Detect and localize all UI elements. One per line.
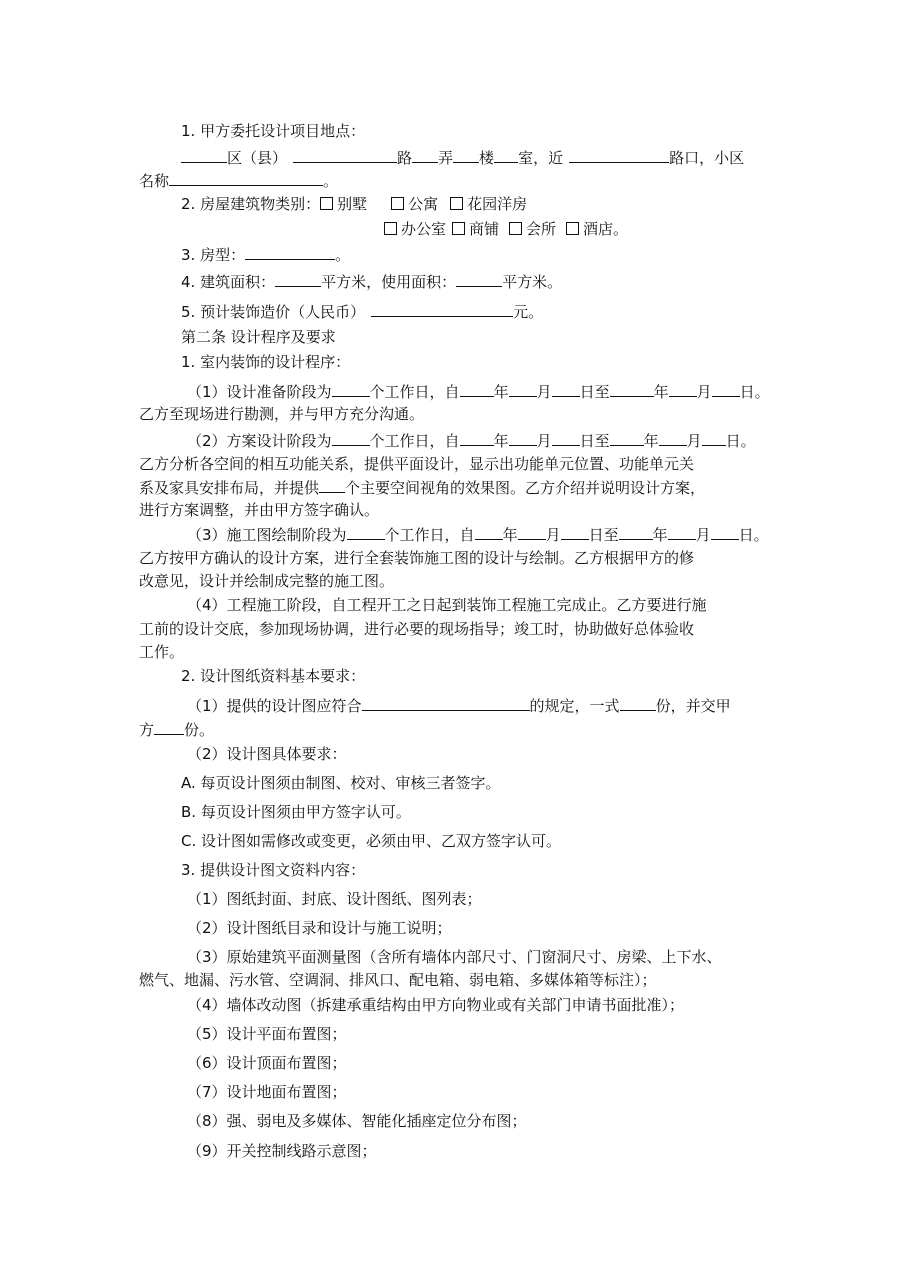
garden-house-label: 花园洋房 <box>467 195 528 213</box>
item2-line2 <box>384 218 628 240</box>
building-area-blank[interactable] <box>275 270 321 287</box>
road-blank[interactable] <box>293 146 397 163</box>
start-year-blank[interactable] <box>460 380 494 397</box>
shop-label: 商铺 <box>469 220 500 238</box>
house-type-label: 3. 房型： <box>181 246 246 264</box>
p1-3-line3: 改意见，设计并绘制成完整的施工图。 <box>139 572 395 590</box>
apartment-label: 公寓 <box>408 195 439 213</box>
house-type-blank[interactable] <box>245 243 335 260</box>
year-label: 年 <box>653 383 669 401</box>
text: 个主要空间视角的效果图。乙方介绍并说明设计方案， <box>345 479 706 497</box>
p3-title: 3. 提供设计图文资料内容： <box>181 861 366 879</box>
start-year-blank[interactable] <box>475 523 503 540</box>
start-month-blank[interactable] <box>509 429 537 446</box>
start-day-blank[interactable] <box>552 380 580 397</box>
end-month-blank[interactable] <box>669 380 697 397</box>
days-blank[interactable] <box>332 380 370 397</box>
start-day-blank[interactable] <box>561 523 589 540</box>
item2-title: 2. 房屋建筑物类别： <box>181 195 321 213</box>
end-day-blank[interactable] <box>702 429 726 446</box>
start-year-blank[interactable] <box>460 429 494 446</box>
room-near-label: 室，近 <box>518 149 564 167</box>
text: 的规定，一式 <box>529 697 620 715</box>
item5-line <box>181 300 543 323</box>
month-label: 月 <box>686 432 702 450</box>
p3-item-3a: （3）原始建筑平面测量图（含所有墙体内部尺寸、门窗洞尺寸、房梁、上下水、 <box>187 948 722 966</box>
checkbox-shop[interactable] <box>452 222 465 235</box>
day-label: 日。 <box>725 432 756 450</box>
item1-address-line <box>181 146 744 169</box>
yuan-label: 元。 <box>513 303 544 321</box>
checkbox-hotel[interactable] <box>566 222 579 235</box>
p2-1-line2 <box>139 718 214 741</box>
text: 份。 <box>184 721 215 739</box>
crossing-blank[interactable] <box>569 146 669 163</box>
start-month-blank[interactable] <box>509 380 537 397</box>
p1-3-line1 <box>187 523 769 546</box>
end-year-blank[interactable] <box>619 523 653 540</box>
checkbox-apartment[interactable] <box>391 197 404 210</box>
p3-item-5: （5）设计平面布置图； <box>187 1025 347 1043</box>
month-label: 月 <box>695 526 711 544</box>
item4-line <box>181 270 562 293</box>
p2-1-line1 <box>187 694 731 717</box>
end-day-blank[interactable] <box>712 380 740 397</box>
days-blank[interactable] <box>332 429 370 446</box>
p2-2: （2）设计图具体要求： <box>187 745 347 763</box>
p1-2-line1 <box>187 429 756 452</box>
copies-blank[interactable] <box>620 694 656 711</box>
month-label: 月 <box>545 526 561 544</box>
phase-label: （3）施工图绘制阶段为 <box>187 526 347 544</box>
checkbox-garden-house[interactable] <box>450 197 463 210</box>
checkbox-villa[interactable] <box>320 197 333 210</box>
item1-community-line <box>139 169 338 192</box>
day-to-label: 日至 <box>588 526 619 544</box>
p1-3-line2: 乙方按甲方确认的设计方案，进行全套装饰施工图的设计与绘制。乙方根据甲方的修 <box>139 549 695 567</box>
day-label: 日。 <box>739 383 770 401</box>
usable-area-blank[interactable] <box>456 270 502 287</box>
end-year-blank[interactable] <box>610 429 644 446</box>
community-label: 名称 <box>139 172 170 190</box>
hotel-label: 酒店。 <box>583 220 629 238</box>
building-label: 楼 <box>479 149 495 167</box>
day-label: 日。 <box>738 526 769 544</box>
office-label: 办公室 <box>401 220 447 238</box>
lane-label: 弄 <box>438 149 454 167</box>
p1-2-line2: 乙方分析各空间的相互功能关系，提供平面设计，显示出功能单元位置、功能单元关 <box>139 455 695 473</box>
p1-4-line3: 工作。 <box>139 643 185 661</box>
checkbox-club[interactable] <box>509 222 522 235</box>
crossing-label: 路口，小区 <box>669 149 745 167</box>
views-blank[interactable] <box>319 476 345 493</box>
phase-label: （2）方案设计阶段为 <box>187 432 332 450</box>
p2-title: 2. 设计图纸资料基本要求： <box>181 667 366 685</box>
year-label: 年 <box>502 526 518 544</box>
p2-B: B. 每页设计图须由甲方签字认可。 <box>181 803 411 821</box>
standard-blank[interactable] <box>362 694 530 711</box>
month-label: 月 <box>536 383 552 401</box>
sqm-label: 平方米。 <box>502 273 563 291</box>
p2-C: C. 设计图如需修改或变更，必须由甲、乙双方签字认可。 <box>181 832 562 850</box>
start-month-blank[interactable] <box>518 523 546 540</box>
month-label: 月 <box>536 432 552 450</box>
p3-item-7: （7）设计地面布置图； <box>187 1083 347 1101</box>
text: 份，并交甲 <box>655 697 731 715</box>
p3-item-1: （1）图纸封面、封底、设计图纸、图列表； <box>187 890 482 908</box>
year-label: 年 <box>493 432 509 450</box>
start-day-blank[interactable] <box>552 429 580 446</box>
year-label: 年 <box>493 383 509 401</box>
p3-item-6: （6）设计顶面布置图； <box>187 1054 347 1072</box>
days-label: 个工作日，自 <box>384 526 475 544</box>
room-blank[interactable] <box>494 146 518 163</box>
usable-area-label: 平方米，使用面积： <box>321 273 457 291</box>
p2-A: A. 每页设计图须由制图、校对、审核三者签字。 <box>181 774 501 792</box>
p3-item-2: （2）设计图纸目录和设计与施工说明； <box>187 919 452 937</box>
item1-title: 1. 甲方委托设计项目地点： <box>181 122 366 140</box>
checkbox-office[interactable] <box>384 222 397 235</box>
end-day-blank[interactable] <box>711 523 739 540</box>
end-year-blank[interactable] <box>610 380 654 397</box>
p1-4-line2: 工前的设计交底，参加现场协调，进行必要的现场指导；竣工时，协助做好总体验收 <box>139 620 695 638</box>
section2-heading: 第二条 设计程序及要求 <box>181 328 336 346</box>
days-label: 个工作日，自 <box>369 383 460 401</box>
district-label: 区（县） <box>227 149 288 167</box>
cost-label: 5. 预计装饰造价（人民币） <box>181 303 366 321</box>
p3-item-4: （4）墙体改动图（拆建承重结构由甲方向物业或有关部门申请书面批准）； <box>187 996 685 1014</box>
day-to-label: 日至 <box>579 383 610 401</box>
days-label: 个工作日，自 <box>369 432 460 450</box>
month-label: 月 <box>696 383 712 401</box>
text: 系及家具安排布局，并提供 <box>139 479 320 497</box>
cost-blank[interactable] <box>371 300 513 317</box>
day-to-label: 日至 <box>579 432 610 450</box>
p3-item-8: （8）强、弱电及多媒体、智能化插座定位分布图； <box>187 1112 527 1130</box>
period: 。 <box>323 172 339 190</box>
building-blank[interactable] <box>453 146 479 163</box>
party-a-copies-blank[interactable] <box>154 718 184 735</box>
district-blank[interactable] <box>181 146 227 163</box>
p1-1-line1 <box>187 380 770 403</box>
item3-line <box>181 243 350 266</box>
p1-1-line2: 乙方至现场进行勘测，并与甲方充分沟通。 <box>139 405 425 423</box>
club-label: 会所 <box>526 220 557 238</box>
lane-blank[interactable] <box>412 146 438 163</box>
road-label: 路 <box>397 149 413 167</box>
phase-label: （1）设计准备阶段为 <box>187 383 332 401</box>
building-area-label: 4. 建筑面积： <box>181 273 276 291</box>
p1-2-line3 <box>139 476 705 499</box>
p1-title: 1. 室内装饰的设计程序： <box>181 353 351 371</box>
p3-item-9: （9）开关控制线路示意图； <box>187 1142 377 1160</box>
p1-4-line1: （4）工程施工阶段，自工程开工之日起到装饰工程施工完成止。乙方要进行施 <box>187 596 707 614</box>
p1-2-line4: 进行方案调整，并由甲方签字确认。 <box>139 501 380 519</box>
period: 。 <box>335 246 351 264</box>
year-label: 年 <box>643 432 659 450</box>
text: （1）提供的设计图应符合 <box>187 697 362 715</box>
end-month-blank[interactable] <box>668 523 696 540</box>
text: 方 <box>139 721 155 739</box>
days-blank[interactable] <box>347 523 385 540</box>
villa-label: 别墅 <box>337 195 368 213</box>
item2-line1 <box>181 193 527 215</box>
p3-item-3b: 燃气、地漏、污水管、空调洞、排风口、配电箱、弱电箱、多媒体箱等标注）； <box>139 971 657 989</box>
end-month-blank[interactable] <box>659 429 687 446</box>
community-blank[interactable] <box>169 169 323 186</box>
year-label: 年 <box>652 526 668 544</box>
